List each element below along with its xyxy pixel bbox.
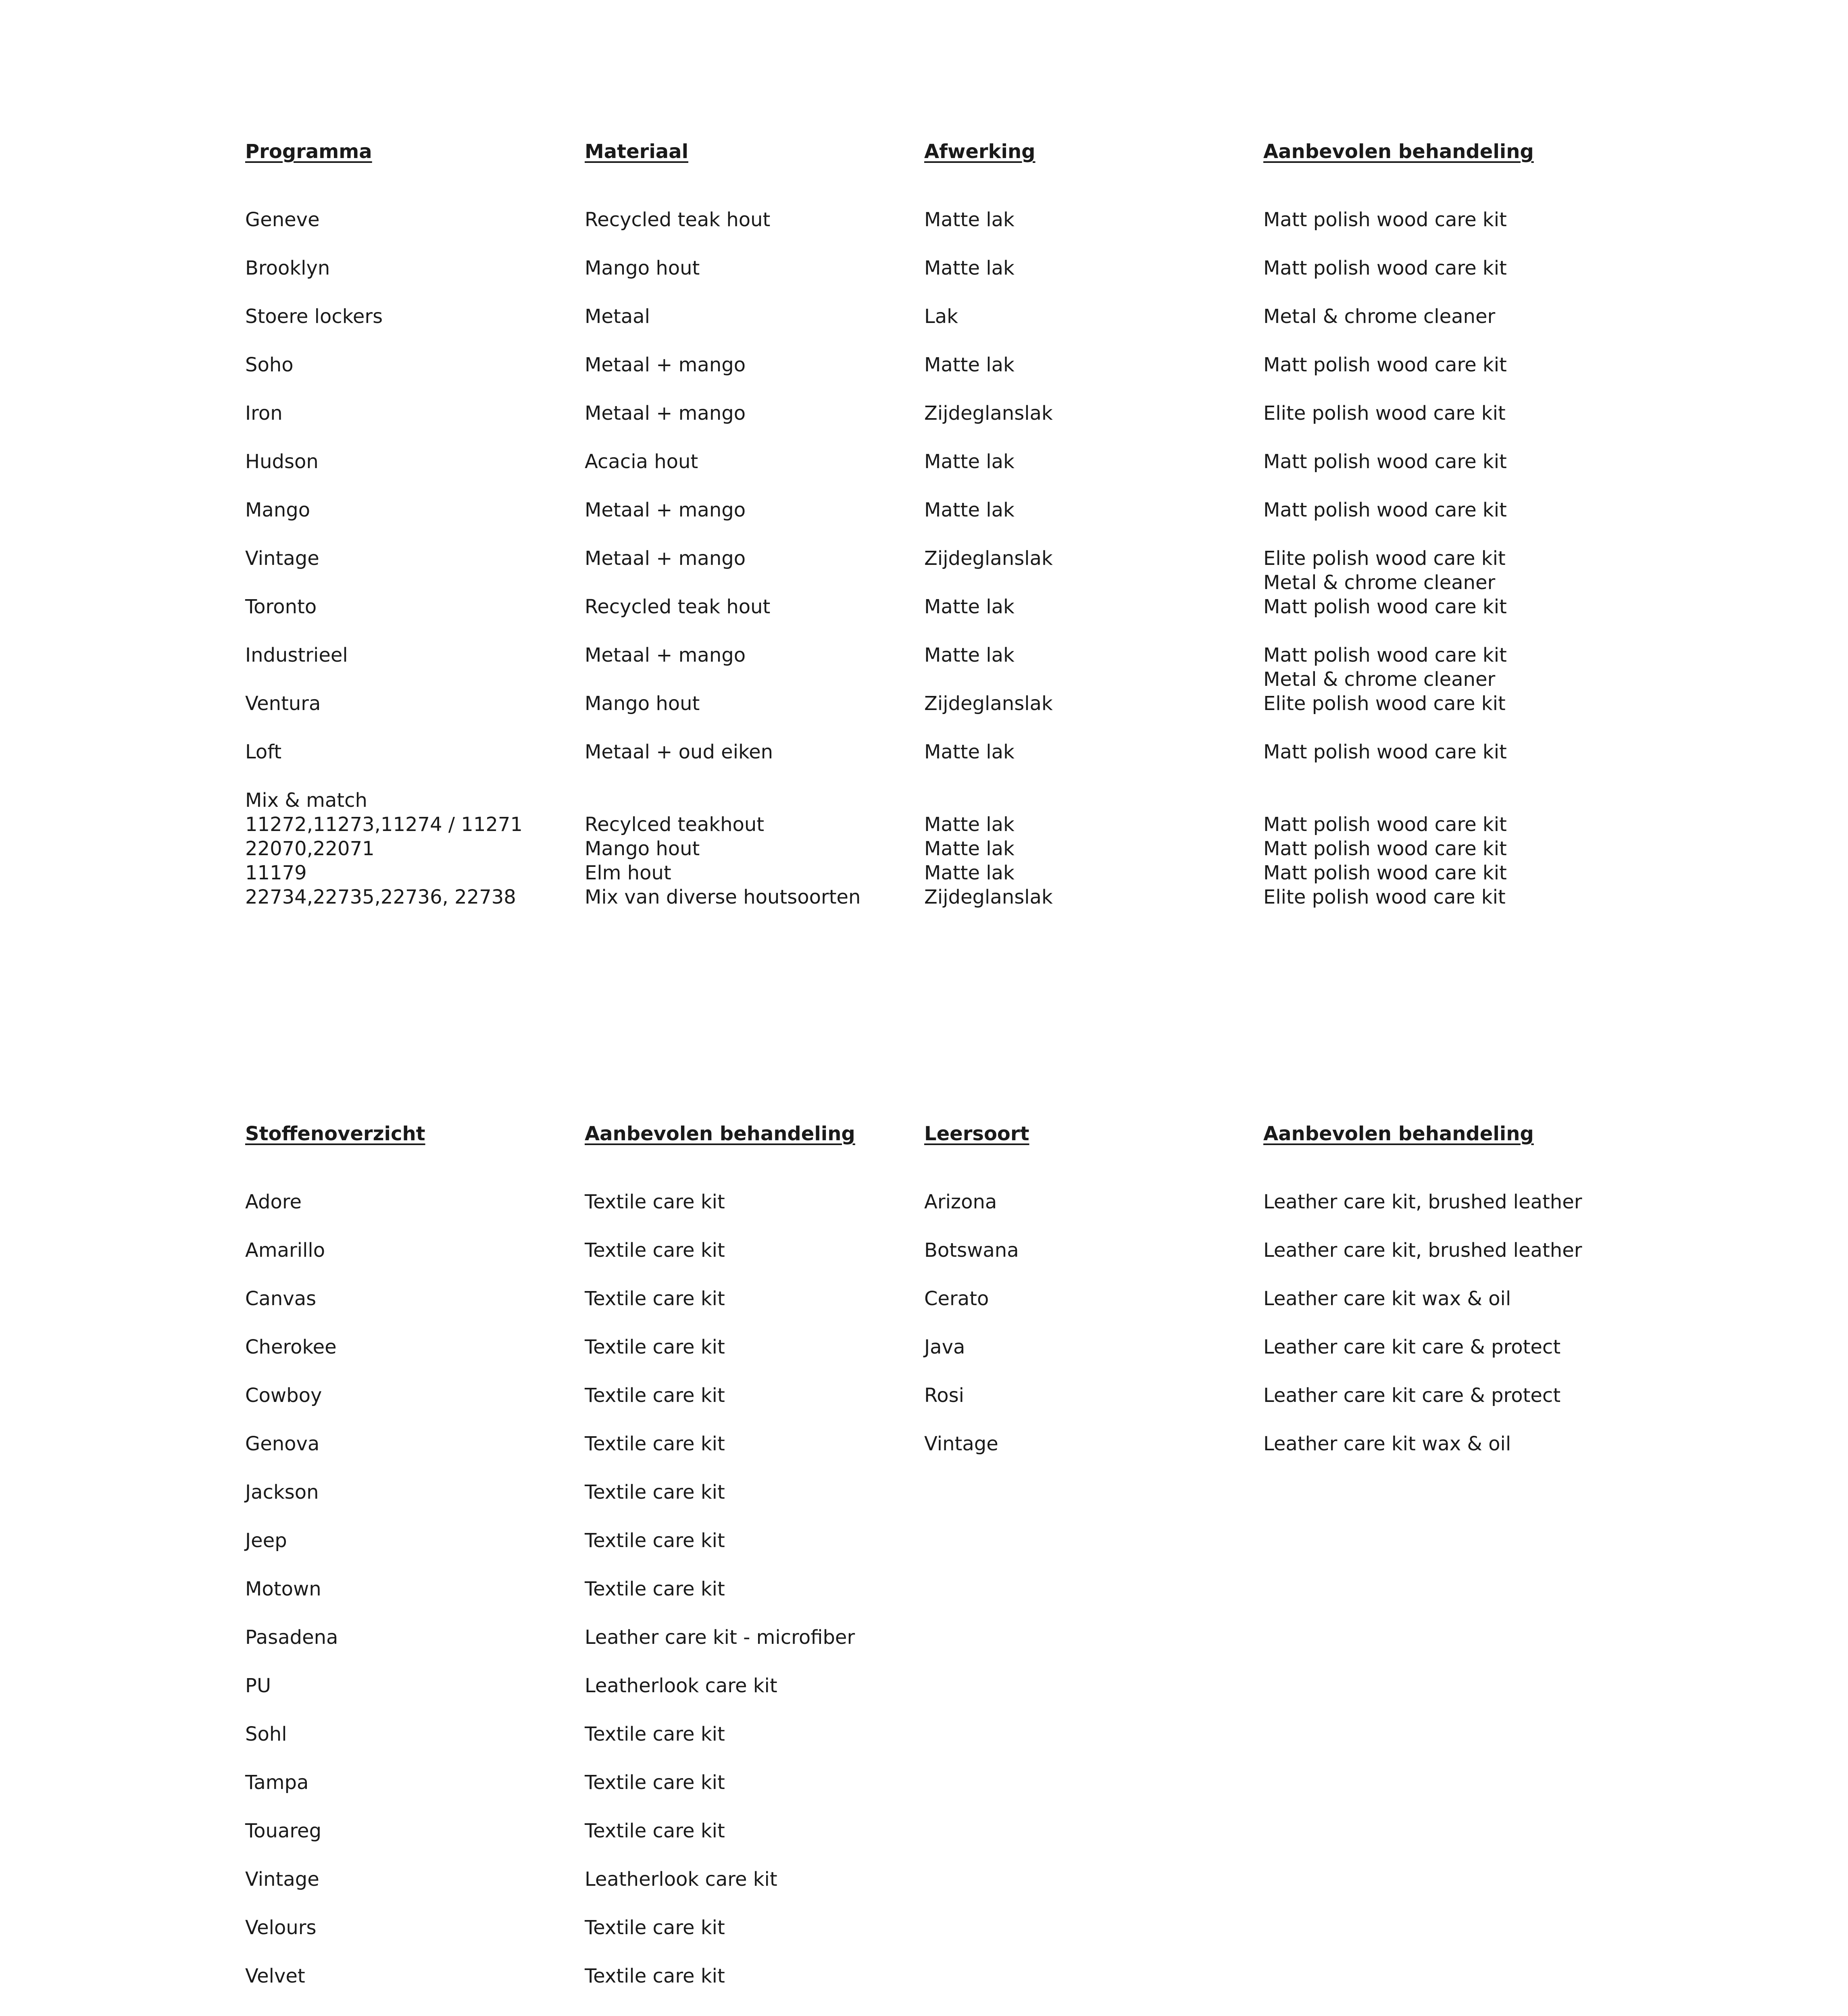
fabric-text: Cowboy [245, 1384, 322, 1407]
fabric-treatment-text: Leatherlook care kit [585, 1868, 777, 1891]
table-row [245, 1577, 1616, 1601]
cell-material [585, 450, 698, 474]
leather-text: Arizona [924, 1191, 997, 1213]
cell-fabric-treatment [585, 1238, 725, 1262]
fabric-treatment-text: Textile care kit [585, 1820, 725, 1842]
material-line: Recylced teakhout [585, 813, 765, 836]
fabric-text: Tampa [245, 1771, 309, 1794]
cell-fabric-treatment [585, 1577, 725, 1601]
fabric-text: Velours [245, 1916, 317, 1939]
program-line: Iron [245, 402, 283, 425]
cell-finish [924, 353, 1015, 377]
finish-line: Matte lak [924, 596, 1015, 618]
finish-line: Matte lak [924, 450, 1015, 473]
treatment-line: Matt polish wood care kit [1263, 837, 1507, 860]
cell-fabric [245, 1529, 1616, 1553]
cell-treatment [1263, 401, 1506, 425]
fabric-treatment-text: Textile care kit [585, 1771, 725, 1794]
table-row [245, 1287, 1616, 1311]
material-line: Metaal + mango [585, 402, 746, 425]
material-line: Metaal + mango [585, 644, 746, 666]
table-row [245, 1964, 1616, 1988]
fabric-treatment-text: Textile care kit [585, 1481, 725, 1504]
fabric-treatment-text: Textile care kit [585, 1578, 725, 1600]
cell-finish [924, 498, 1015, 522]
cell-fabric-treatment [585, 1190, 725, 1214]
fabric-text: Cherokee [245, 1336, 337, 1358]
material-line: Mix van diverse houtsoorten [585, 886, 861, 908]
cell-material [585, 256, 700, 280]
finish-line: Matte lak [924, 644, 1015, 666]
finish-line: Matte lak [924, 208, 1015, 231]
cell-leather [924, 1238, 1019, 1262]
finish-line: Lak [924, 305, 958, 328]
cell-treatment [1263, 304, 1495, 329]
treatment-line: Matt polish wood care kit [1263, 644, 1507, 666]
cell-finish [924, 643, 1015, 667]
program-line: Mix & match [245, 789, 367, 812]
program-line: Brooklyn [245, 257, 330, 279]
fabric-text: Adore [245, 1191, 302, 1213]
treatment-line: Matt polish wood care kit [1263, 862, 1507, 884]
header-fabric-treatment: Aanbevolen behandeling [585, 1123, 855, 1145]
fabric-treatment-text: Textile care kit [585, 1723, 725, 1745]
cell-finish [924, 256, 1015, 280]
cell-fabric [245, 1480, 1616, 1504]
cell-fabric-treatment [585, 1674, 777, 1698]
fabric-treatment-text: Textile care kit [585, 1529, 725, 1552]
header-leather-treatment: Aanbevolen behandeling [1263, 1123, 1534, 1145]
table-row [245, 498, 1616, 522]
fabric-text: Velvet [245, 1965, 305, 1987]
cell-fabric-treatment [585, 1625, 855, 1649]
cell-finish [924, 740, 1015, 764]
treatment-line: Elite polish wood care kit [1263, 886, 1506, 908]
material-line: Metaal + mango [585, 499, 746, 521]
fabric-text: PU [245, 1674, 271, 1697]
program-line: Ventura [245, 692, 321, 715]
cell-material [585, 208, 770, 232]
fabric-text: Jeep [245, 1529, 287, 1552]
fabric-treatment-text: Textile care kit [585, 1433, 725, 1455]
table-row [245, 401, 1616, 425]
program-line: 11272,11273,11274 / 11271 [245, 813, 523, 836]
finish-line: Matte lak [924, 354, 1015, 376]
cell-fabric-treatment [585, 1867, 777, 1891]
leather-text: Cerato [924, 1287, 989, 1310]
cell-fabric [245, 1819, 1616, 1843]
table-row [245, 788, 1616, 909]
program-line: Hudson [245, 450, 319, 473]
treatment-line: Elite polish wood care kit [1263, 692, 1506, 715]
fabric-text: Sohl [245, 1723, 287, 1745]
cell-fabric-treatment [585, 1964, 725, 1988]
cell-fabric [245, 1964, 1616, 1988]
table-row [245, 1335, 1616, 1359]
cell-treatment [1263, 256, 1507, 280]
cell-material [585, 401, 746, 425]
table-row [245, 1190, 1616, 1214]
table-row [245, 1432, 1616, 1456]
cell-material [585, 595, 770, 619]
cell-leather-treatment [1263, 1432, 1511, 1456]
program-line: Soho [245, 354, 294, 376]
program-line: 22734,22735,22736, 22738 [245, 886, 516, 908]
treatment-line: Matt polish wood care kit [1263, 813, 1507, 836]
cell-treatment [1263, 788, 1507, 909]
cell-finish [924, 208, 1015, 232]
cell-fabric [245, 1867, 1616, 1891]
furniture-rows [245, 208, 1616, 933]
cell-treatment [1263, 643, 1507, 691]
program-line: Mango [245, 499, 310, 521]
cell-leather-treatment [1263, 1190, 1582, 1214]
leather-text: Java [924, 1336, 965, 1358]
header-finish: Afwerking [924, 140, 1035, 163]
table-row [245, 208, 1616, 232]
leather-text: Vintage [924, 1433, 998, 1455]
cell-fabric-treatment [585, 1432, 725, 1456]
cell-fabric-treatment [585, 1383, 725, 1408]
cell-fabric-treatment [585, 1287, 725, 1311]
material-line: Elm hout [585, 862, 671, 884]
leather-text: Rosi [924, 1384, 964, 1407]
cell-fabric [245, 1674, 1616, 1698]
cell-leather-treatment [1263, 1287, 1511, 1311]
program-line: Toronto [245, 596, 317, 618]
cell-finish [924, 450, 1015, 474]
treatment-line: Matt polish wood care kit [1263, 257, 1507, 279]
cell-finish [924, 595, 1015, 619]
cell-fabric [245, 1577, 1616, 1601]
finish-line: Matte lak [924, 813, 1015, 836]
cell-material [585, 788, 860, 909]
cell-material [585, 353, 746, 377]
cell-treatment [1263, 740, 1507, 764]
finish-line: Zijdeglanslak [924, 692, 1053, 715]
leather-treatment-text: Leather care kit wax & oil [1263, 1287, 1511, 1310]
cell-fabric-treatment [585, 1819, 725, 1843]
cell-finish [924, 691, 1053, 716]
table-row [245, 595, 1616, 619]
cell-leather [924, 1287, 989, 1311]
material-line [585, 788, 860, 812]
table-row [245, 691, 1616, 716]
treatment-line: Matt polish wood care kit [1263, 208, 1507, 231]
leather-treatment-text: Leather care kit care & protect [1263, 1336, 1561, 1358]
program-line: Industrieel [245, 644, 348, 666]
leather-text: Botswana [924, 1239, 1019, 1262]
table-row [245, 1674, 1616, 1698]
cell-fabric-treatment [585, 1722, 725, 1746]
cell-treatment [1263, 691, 1506, 716]
cell-material [585, 304, 650, 329]
cell-finish [924, 401, 1053, 425]
cell-fabric [245, 1722, 1616, 1746]
table-row [245, 1916, 1616, 1940]
cell-fabric-treatment [585, 1480, 725, 1504]
table-row [245, 1480, 1616, 1504]
fabric-treatment-text: Textile care kit [585, 1287, 725, 1310]
cell-material [585, 643, 746, 667]
cell-fabric-treatment [585, 1916, 725, 1940]
material-line: Metaal + mango [585, 547, 746, 570]
header-treatment: Aanbevolen behandeling [1263, 140, 1534, 163]
finish-line [924, 788, 1053, 812]
finish-line: Matte lak [924, 257, 1015, 279]
treatment-line: Matt polish wood care kit [1263, 450, 1507, 473]
fabric-treatment-text: Textile care kit [585, 1191, 725, 1213]
program-line: Vintage [245, 547, 319, 570]
cell-fabric-treatment [585, 1529, 725, 1553]
table-row [245, 450, 1616, 474]
table-row [245, 1625, 1616, 1649]
material-line: Acacia hout [585, 450, 698, 473]
header-leather: Leersoort [924, 1123, 1029, 1145]
table-row [245, 353, 1616, 377]
table-row [245, 1867, 1616, 1891]
cell-leather [924, 1190, 997, 1214]
cell-material [585, 546, 746, 571]
treatment-line: Metal & chrome cleaner [1263, 668, 1496, 691]
table-row [245, 1238, 1616, 1262]
material-line: Metaal [585, 305, 650, 328]
program-line: Geneve [245, 208, 320, 231]
cell-leather [924, 1335, 965, 1359]
material-line: Mango hout [585, 257, 700, 279]
fabric-treatment-text: Leatherlook care kit [585, 1674, 777, 1697]
leather-treatment-text: Leather care kit care & protect [1263, 1384, 1561, 1407]
leather-treatment-text: Leather care kit wax & oil [1263, 1433, 1511, 1455]
finish-line: Matte lak [924, 741, 1015, 763]
finish-line: Matte lak [924, 862, 1015, 884]
cell-finish [924, 788, 1053, 909]
fabric-text: Jackson [245, 1481, 319, 1504]
fabric-rows [245, 1190, 1616, 2012]
finish-line: Zijdeglanslak [924, 886, 1053, 908]
material-line: Mango hout [585, 692, 700, 715]
treatment-line: Elite polish wood care kit [1263, 547, 1506, 570]
finish-line: Zijdeglanslak [924, 402, 1053, 425]
cell-treatment [1263, 546, 1506, 595]
table-row [245, 1819, 1616, 1843]
table-row [245, 1383, 1616, 1408]
cell-finish [924, 546, 1053, 571]
header-fabric: Stoffenoverzicht [245, 1123, 425, 1145]
cell-treatment [1263, 353, 1507, 377]
material-line: Recycled teak hout [585, 596, 771, 618]
fabric-text: Touareg [245, 1820, 322, 1842]
fabric-treatment-text: Textile care kit [585, 1916, 725, 1939]
treatment-line: Matt polish wood care kit [1263, 596, 1507, 618]
treatment-line: Matt polish wood care kit [1263, 499, 1507, 521]
leather-treatment-text: Leather care kit, brushed leather [1263, 1239, 1582, 1262]
fabric-text: Pasadena [245, 1626, 338, 1649]
table-row [245, 256, 1616, 280]
treatment-line [1263, 788, 1507, 812]
treatment-line: Metal & chrome cleaner [1263, 305, 1496, 328]
treatment-line: Metal & chrome cleaner [1263, 571, 1496, 594]
cell-finish [924, 304, 958, 329]
header-program: Programma [245, 140, 372, 163]
cell-material [585, 498, 746, 522]
material-line: Metaal + mango [585, 354, 746, 376]
fabric-treatment-text: Textile care kit [585, 1965, 725, 1987]
leather-treatment-text: Leather care kit, brushed leather [1263, 1191, 1582, 1213]
program-line: Stoere lockers [245, 305, 383, 328]
treatment-line: Elite polish wood care kit [1263, 402, 1506, 425]
cell-leather [924, 1383, 964, 1408]
fabric-treatment-text: Leather care kit - microfiber [585, 1626, 855, 1649]
cell-fabric [245, 1625, 1616, 1649]
program-line: 22070,22071 [245, 837, 375, 860]
finish-line: Matte lak [924, 499, 1015, 521]
cell-treatment [1263, 208, 1507, 232]
fabric-text: Genova [245, 1433, 320, 1455]
cell-leather-treatment [1263, 1335, 1560, 1359]
table-row [245, 546, 1616, 594]
program-line: Loft [245, 741, 282, 763]
cell-material [585, 691, 700, 716]
cell-treatment [1263, 595, 1507, 619]
finish-line: Zijdeglanslak [924, 547, 1053, 570]
cell-treatment [1263, 450, 1507, 474]
fabric-text: Vintage [245, 1868, 319, 1891]
treatment-line: Matt polish wood care kit [1263, 741, 1507, 763]
header-material: Materiaal [585, 140, 689, 163]
material-line: Recycled teak hout [585, 208, 771, 231]
material-line: Mango hout [585, 837, 700, 860]
table-row [245, 304, 1616, 329]
table-row [245, 1770, 1616, 1795]
treatment-line: Matt polish wood care kit [1263, 354, 1507, 376]
fabric-text: Canvas [245, 1287, 317, 1310]
cell-fabric [245, 1770, 1616, 1795]
cell-treatment [1263, 498, 1507, 522]
finish-line: Matte lak [924, 837, 1015, 860]
cell-leather-treatment [1263, 1383, 1560, 1408]
cell-material [585, 740, 773, 764]
material-line: Metaal + oud eiken [585, 741, 773, 763]
table-row [245, 1529, 1616, 1553]
table-row [245, 1722, 1616, 1746]
program-line: 11179 [245, 862, 307, 884]
cell-fabric [245, 1916, 1616, 1940]
table-row [245, 643, 1616, 691]
fabric-treatment-text: Textile care kit [585, 1239, 725, 1262]
fabric-treatment-text: Textile care kit [585, 1384, 725, 1407]
fabric-text: Amarillo [245, 1239, 325, 1262]
cell-leather-treatment [1263, 1238, 1582, 1262]
cell-fabric-treatment [585, 1335, 725, 1359]
table-row [245, 740, 1616, 764]
fabric-text: Motown [245, 1578, 321, 1600]
cell-leather [924, 1432, 998, 1456]
cell-fabric-treatment [585, 1770, 725, 1795]
fabric-treatment-text: Textile care kit [585, 1336, 725, 1358]
